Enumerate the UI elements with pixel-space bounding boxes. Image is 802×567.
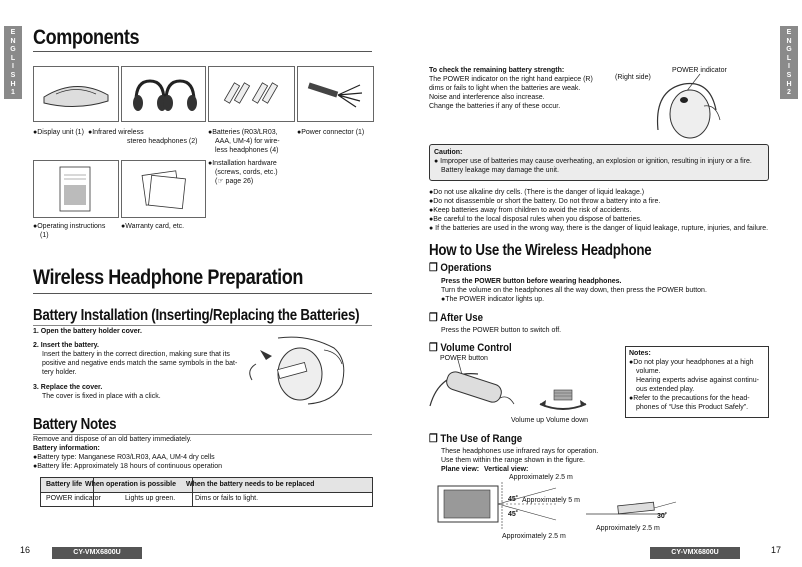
tab-letter: 2 (787, 89, 791, 97)
tab-letter: E (10, 29, 16, 36)
range-line1: These headphones use infrared rays for operation. (441, 448, 599, 455)
angle-label: 45˚ (508, 496, 519, 503)
vertical-view-label: Vertical view: (484, 466, 529, 473)
language-tab-left (4, 26, 22, 99)
check-battery-line4: Change the batteries if any of these occur. (429, 103, 561, 110)
step-3-text: The cover is fixed in place with a click. (42, 393, 161, 400)
model-label-right: CY-VMX6800U (650, 547, 740, 559)
notes-line: ●Do not play your headphones at a high (629, 359, 754, 366)
tab-letter: L (10, 54, 16, 62)
power-indicator-illustration (650, 70, 730, 142)
notes-line: Hearing experts advise against continu- (636, 377, 759, 384)
fig-power-indicator-label: POWER indicator (672, 67, 727, 74)
operations-bold: Press the POWER button before wearing headphones. (441, 278, 622, 285)
tab-letter: H (786, 80, 792, 88)
component-batteries-line2: AAA, UM-4) for wire- (215, 138, 280, 145)
component-headphones: ●Infrared wireless (88, 129, 144, 136)
headphones-icon (122, 67, 205, 121)
step-2-line3: tery holder. (42, 369, 77, 376)
tab-letter: E (786, 29, 792, 36)
power-connector-image (297, 66, 374, 122)
notes-title: Notes: (629, 350, 651, 357)
caution-title: Caution: (434, 149, 463, 156)
check-battery-line1: The POWER indicator on the right hand earpiece (R) (429, 76, 593, 83)
table-cell: POWER indicator (46, 495, 101, 502)
fig-right-side-label: (Right side) (615, 74, 651, 81)
step-2-line1: Insert the battery in the correct direction, making sure that its (42, 351, 230, 358)
caution-line1: ● Improper use of batteries may cause overheating, an explosion or ignition, resulting in injury or a fire. (434, 158, 752, 165)
battery-notes-line1: Remove and dispose of an old battery immediately. (33, 436, 192, 443)
caution-line2: Battery leakage may damage the unit. (441, 167, 559, 174)
after-use-text: Press the POWER button to switch off. (441, 327, 562, 334)
component-batteries: ●Batteries (R03/LR03, (208, 129, 278, 136)
manual-icon (34, 161, 118, 217)
caution-box (429, 144, 769, 181)
volume-control-title: ❒ Volume Control (429, 342, 512, 354)
warning-item: ●Do not disassemble or short the battery. Do not throw a battery into a fire. (429, 198, 661, 205)
operating-instructions-image (33, 160, 119, 218)
warning-item: ● If the batteries are used in the wrong way, there is the danger of liquid leakage, rupture, injuries, and failure. (429, 225, 769, 232)
operations-text: Turn the volume on the headphones all the way down, then press the POWER button. (441, 287, 707, 294)
range-label-5m: Approximately 5 m (522, 497, 580, 504)
component-installation-line2: (screws, cords, etc.) (215, 169, 278, 176)
table-cell: Dims or fails to light. (195, 495, 259, 502)
component-headphones-line2: stereo headphones (2) (127, 138, 198, 145)
component-warranty: ●Warranty card, etc. (121, 223, 185, 230)
page-number-right: 17 (771, 545, 782, 555)
battery-install-rule (33, 325, 372, 326)
check-battery-line2: dims or fails to light when the batteries are weak. (429, 85, 581, 92)
operations-bullet: ●The POWER indicator lights up. (441, 296, 545, 303)
plane-view-label: Plane view: (441, 466, 480, 473)
after-use-title: ❒ After Use (429, 312, 484, 324)
tab-letter: N (10, 37, 16, 45)
check-battery-line3: Noise and interference also increase. (429, 94, 545, 101)
table-header-cell: When operation is possible (85, 481, 177, 488)
angle-label: 45˚ (508, 511, 519, 518)
battery-info-life: ●Battery life: Approximately 18 hours of continuous operation (33, 463, 223, 470)
fig-volume-up-label: Volume up (511, 417, 545, 424)
prep-title: Wireless Headphone Preparation (33, 266, 303, 289)
fig-power-button-label: POWER button (440, 355, 488, 362)
check-battery-title: To check the remaining battery strength: (429, 67, 565, 74)
component-display-unit: ●Display unit (1) (33, 129, 84, 136)
tab-letter: G (786, 46, 792, 54)
component-operating-instructions-line2: (1) (40, 232, 49, 239)
warranty-card-icon (122, 161, 205, 217)
notes-line: ous extended play. (636, 386, 695, 393)
operations-title: ❒ Operations (429, 262, 492, 274)
battery-icon (209, 67, 294, 121)
warranty-card-image (121, 160, 206, 218)
table-cell: Lights up green. (125, 495, 176, 502)
component-installation-hardware: ●Installation hardware (208, 160, 277, 167)
howto-title: How to Use the Wireless Headphone (429, 242, 652, 259)
range-label-top: Approximately 2.5 m (509, 474, 573, 481)
range-line2: Use them within the range shown in the figure. (441, 457, 585, 464)
notes-box (625, 346, 769, 418)
battery-info-label: Battery information: (33, 445, 100, 452)
power-connector-icon (298, 67, 373, 121)
tab-letter: H (10, 80, 16, 88)
angle-label-30: 30˚ (657, 513, 668, 520)
warning-item: ●Keep batteries away from children to avoid the risk of accidents. (429, 207, 632, 214)
components-title: Components (33, 26, 140, 49)
range-title: ❒ The Use of Range (429, 433, 523, 445)
battery-install-title: Battery Installation (Inserting/Replacing the Batteries) (33, 307, 360, 324)
notes-line: ●Refer to the precautions for the head- (629, 395, 750, 402)
components-rule (33, 51, 372, 52)
battery-life-table (40, 477, 373, 507)
headphones-image (121, 66, 206, 122)
notes-line: volume. (636, 368, 661, 375)
step-1: 1. Open the battery holder cover. (33, 328, 142, 335)
step-2: 2. Insert the battery. (33, 342, 100, 349)
tab-letter: S (786, 71, 792, 79)
battery-info-type: ●Battery type: Manganese R03/LR03, AAA, UM-4 dry cells (33, 454, 215, 461)
tab-letter: G (10, 46, 16, 54)
page-number-left: 16 (20, 545, 31, 555)
component-operating-instructions: ●Operating instructions (33, 223, 106, 230)
step-3: 3. Replace the cover. (33, 384, 103, 391)
component-installation-line3: (☞ page 26) (215, 178, 254, 185)
table-header-cell: When the battery needs to be replaced (186, 481, 315, 488)
tab-letter: N (786, 37, 792, 45)
prep-rule (33, 293, 372, 294)
tab-letter: I (12, 63, 14, 71)
language-tab-right (780, 26, 798, 99)
battery-install-illustration (238, 330, 368, 410)
tab-letter: I (788, 63, 790, 71)
tab-letter: L (786, 54, 792, 62)
model-label-left: CY-VMX6800U (52, 547, 142, 559)
table-header-cell: Battery life (46, 481, 83, 488)
warning-item: ●Be careful to the local disposal rules when you dispose of batteries. (429, 216, 642, 223)
battery-notes-title: Battery Notes (33, 416, 117, 433)
batteries-image (208, 66, 295, 122)
step-2-line2: positive and negative ends match the same symbols in the bat- (42, 360, 238, 367)
display-unit-icon (34, 67, 118, 121)
range-label-vertical: Approximately 2.5 m (596, 525, 660, 532)
component-batteries-line3: less headphones (4) (215, 147, 279, 154)
tab-letter: S (10, 71, 16, 79)
warning-item: ●Do not use alkaline dry cells. (There is the danger of liquid leakage.) (429, 189, 645, 196)
component-power-connector: ●Power connector (1) (297, 129, 365, 136)
display-unit-image (33, 66, 119, 122)
fig-volume-down-label: Volume down (546, 417, 589, 424)
range-label-bottom: Approximately 2.5 m (502, 533, 566, 540)
notes-line: phones of “Use this Product Safely”. (636, 404, 749, 411)
tab-letter: 1 (11, 89, 15, 97)
